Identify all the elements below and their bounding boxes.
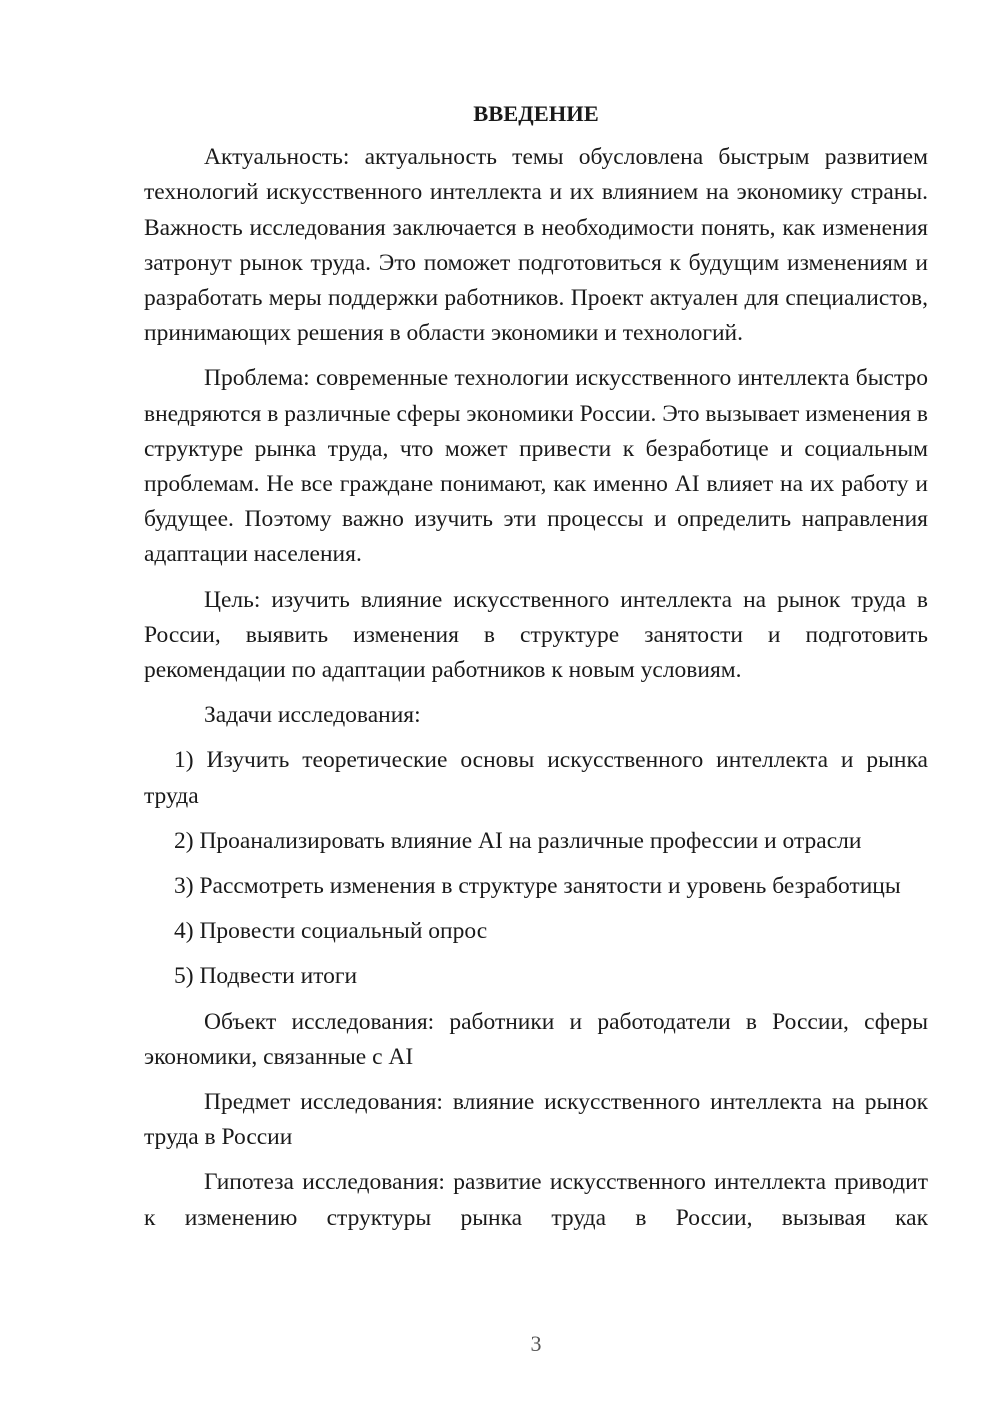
task-item: 3) Рассмотреть изменения в структуре занятости и уровень безработицы (174, 873, 901, 900)
page-body (144, 96, 928, 1236)
task-item: 1) Изучить теоретические основы искусственного интеллекта и рынка труда (144, 747, 928, 809)
page-number: 3 (530, 1331, 542, 1356)
subject-paragraph: Предмет исследования: влияние искусственного интеллекта на рынок труда в России (144, 1089, 928, 1151)
hypothesis-paragraph: Гипотеза исследования: развитие искусственного интеллекта приводит к изменению структуры рынка труда в России, вызывая как (144, 1169, 928, 1231)
object-paragraph: Объект исследования: работники и работодатели в России, сферы экономики, связанные с AI (144, 1008, 928, 1070)
tasks-heading: Задачи исследования: (204, 702, 421, 729)
page-title: ВВЕДЕНИЕ (473, 101, 599, 126)
problem-paragraph: Проблема: современные технологии искусственного интеллекта быстро внедряются в различные сферы экономики России. Это вызывает изменения в структуре рынка труда, что может привести к безработице и социальным проблемам. Не все граждане понимают, как именно AI влияет на их работу и будущее. Поэтому важно изучить эти процессы и определить направления адаптации населения. (144, 365, 928, 568)
task-item: 4) Провести социальный опрос (174, 918, 488, 945)
task-item: 5) Подвести итоги (174, 963, 358, 990)
goal-paragraph: Цель: изучить влияние искусственного интеллекта на рынок труда в России, выявить изменения в структуре занятости и подготовить рекомендации по адаптации работников к новым условиям. (144, 586, 928, 684)
task-item: 2) Проанализировать влияние AI на различные профессии и отрасли (174, 827, 862, 854)
relevance-paragraph: Актуальность: актуальность темы обусловлена быстрым развитием технологий искусственного интеллекта и их влиянием на экономику страны. Важность исследования заключается в необходимости понять, как изменения затронут рынок труда. Это поможет подготовиться к будущим изменениям и разработать меры поддержки работников. Проект актуален для специалистов, принимающих решения в области экономики и технологий. (144, 144, 928, 347)
